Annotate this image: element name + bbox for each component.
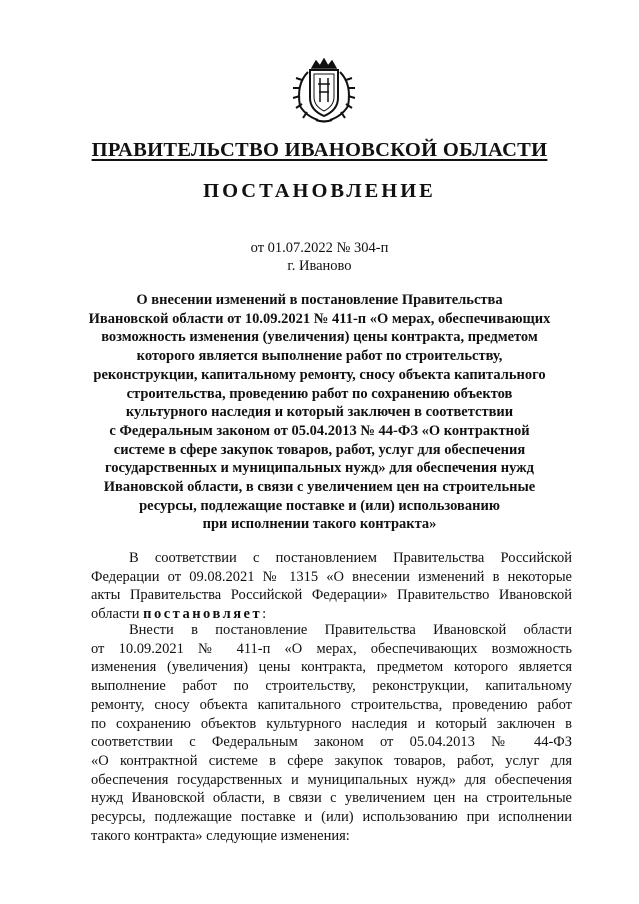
paragraph-line: В соответствии с постановлением Правительства Российской: [129, 550, 572, 566]
resolves-keyword: постановляет: [143, 606, 263, 623]
paragraph-line: обеспечения государственных и муниципальных нужд» для обеспечения: [91, 771, 572, 788]
subject-line: с Федеральным законом от 05.04.2013 № 44-ФЗ «О контрактной: [109, 422, 530, 439]
paragraph-line: Федерации от 09.08.2021 № 1315 «О внесении изменений в некоторые: [91, 568, 572, 585]
subject-line: ресурсы, подлежащие поставке и (или) использованию: [139, 497, 500, 514]
paragraph-line: по сохранению объектов культурного наследия и который заключен в: [91, 715, 572, 732]
subject-line: строительства, проведению работ по сохранению объектов: [126, 385, 513, 402]
paragraph-line: Внести в постановление Правительства Ивановской области: [129, 622, 572, 638]
subject-line: системе в сфере закупок товаров, работ, услуг для обеспечения: [113, 441, 526, 458]
subject-line: при исполнении такого контракта»: [202, 516, 437, 533]
paragraph-line: такого контракта» следующие изменения:: [91, 827, 350, 844]
subject-line: реконструкции, капитальному ремонту, сносу объекта капитального: [93, 366, 546, 383]
document-date-number: от 01.07.2022 № 304-п: [250, 240, 389, 256]
document-type-heading: ПОСТАНОВЛЕНИЕ: [203, 180, 436, 202]
subject-line: О внесении изменений в постановление Правительства: [136, 292, 503, 308]
paragraph-line: «О контрактной системе в сфере закупок товаров, работ, услуг для: [91, 752, 572, 769]
document-city: г. Иваново: [287, 258, 352, 274]
paragraph-line: акты Правительства Российской Федерации» Правительство Ивановской: [91, 587, 572, 604]
preamble-paragraph: [91, 549, 572, 624]
subject-line: культурного наследия и который заключен в соответствии: [125, 404, 514, 421]
paragraph-line: изменения (увеличения) цены контракта, предметом которого является: [91, 659, 572, 676]
government-title: ПРАВИТЕЛЬСТВО ИВАНОВСКОЙ ОБЛАСТИ: [91, 139, 548, 161]
coat-of-arms-emblem: [290, 58, 358, 124]
document-subject: [70, 291, 569, 534]
resolves-suffix: :: [262, 606, 267, 623]
paragraph-line: ресурсы, подлежащие поставке и (или) использованию при исполнении: [91, 809, 572, 826]
resolves-prefix: области: [91, 606, 144, 623]
paragraph-line: нужд Ивановской области, в связи с увеличением цен на строительные: [91, 790, 572, 807]
paragraph-line: от 10.09.2021 № 411-п «О мерах, обеспечивающих возможность: [91, 640, 572, 657]
paragraph-line: ремонту, сносу объекта капитального строительства, проведению работ: [91, 696, 572, 713]
subject-line: Ивановской области от 10.09.2021 № 411-п «О мерах, обеспечивающих: [88, 310, 551, 327]
paragraph-line: выполнение работ по строительству, реконструкции, капитальному: [91, 678, 572, 695]
subject-line: возможность изменения (увеличения) цены контракта, предметом: [101, 329, 538, 346]
amendment-paragraph: [91, 621, 572, 845]
subject-line: Ивановской области, в связи с увеличением цен на строительные: [103, 479, 536, 496]
paragraph-line: соответствии с Федеральным законом от 05.04.2013 № 44-ФЗ: [91, 734, 572, 751]
subject-line: которого является выполнение работ по строительству,: [136, 348, 503, 365]
subject-line: государственных и муниципальных нужд» для обеспечения нужд: [105, 460, 534, 477]
